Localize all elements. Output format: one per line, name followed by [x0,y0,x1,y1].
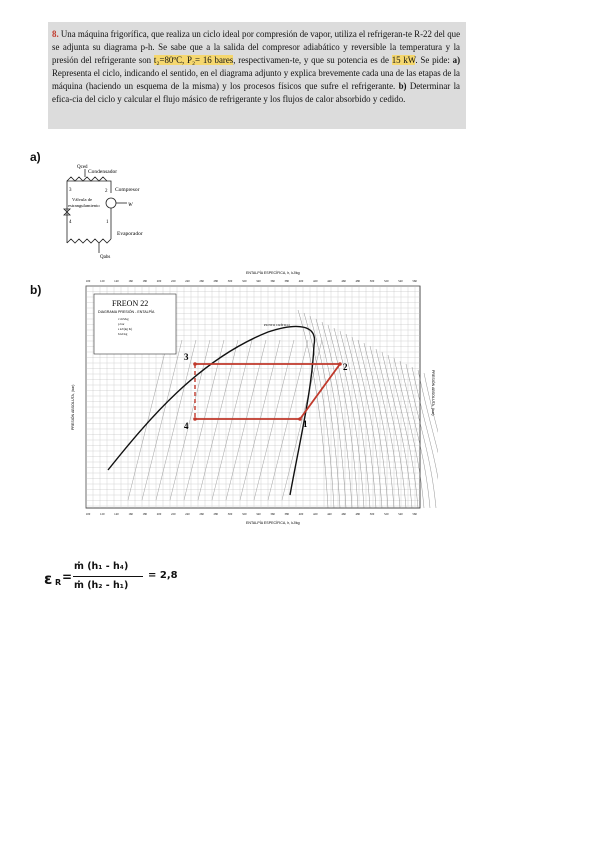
work-label: W [128,202,133,208]
cycle-point-1 [298,417,302,421]
point-1-label: 1 [106,220,109,225]
legend-item-4: h kJ/kg [118,332,128,336]
top-h-ticks [86,279,418,283]
h-tick-label: 500 [369,279,375,283]
h-tick-label: 260 [199,512,204,516]
h-tick-label: 440 [327,512,332,516]
h-tick-label: 380 [284,512,290,516]
problem-text-a: Una máquina frigorífica, que realiza un ciclo ideal por compresión de vapor, utiliza el refrigeran-te R-22 del que se adjunta su diagrama p-h. Se sabe que a la salida del compresor adiabático y reversible la temperatura y la presión del refrigerante son [52,29,461,66]
h-tick-label: 140 [114,279,119,283]
h-tick-label: 480 [355,512,361,516]
right-axis-title: PRESIÓN ABSOLUTA, (bar) [431,370,435,416]
problem-text-b: , respectivamen-te, y que su potencia es de [233,55,392,66]
h-tick-label: 280 [213,279,219,283]
problem-number: 8. [52,29,59,39]
efficiency-formula: ε R = ṁ (h₁ - h₄) ṁ (h₂ - h₁) = 2,8 [44,561,178,591]
h-tick-label: 380 [284,279,290,283]
highlight-conditions: t₂=80ºC, P₂= 16 bares [153,55,234,66]
h-tick-label: 460 [341,512,346,516]
bottom-axis-title: ENTALPÍA ESPECÍFICA, h, kJ/kg [246,521,300,525]
h-tick-label: 160 [128,512,133,516]
cycle-label-3: 3 [184,352,189,362]
cycle-label-2: 2 [343,362,348,372]
h-tick-label: 540 [398,279,403,283]
cycle-point-4 [193,417,197,421]
problem-text-c: . Se pide: [415,55,453,66]
formula-lhs-sub: R [55,578,62,587]
cycle-label-4: 4 [184,421,189,431]
problem-text-e: Determinar la efica-cia del ciclo y calcular el flujo másico de refrigerante y los flujos de calor absorbido y cedido. [52,81,460,105]
h-tick-label: 300 [227,279,233,283]
left-axis-title: PRESIÓN ABSOLUTA, (bar) [71,384,75,430]
h-tick-label: 140 [114,512,119,516]
h-tick-label: 240 [185,512,190,516]
h-tick-label: 160 [128,279,133,283]
cycle-point-2 [338,362,342,366]
h-tick-label: 500 [369,512,375,516]
fraction-bar [73,576,143,577]
h-tick-label: 100 [85,512,91,516]
h-tick-label: 360 [270,512,275,516]
highlight-power: 15 kW [391,55,416,66]
legend-item-1: v m3/kg [118,317,129,321]
bottom-h-ticks [86,512,418,516]
formula-lhs: ε [44,570,53,588]
estrangulamiento-label: estrangulamiento [68,203,100,208]
q-abs-label: Qabs [100,255,111,260]
h-tick-label: 220 [170,279,176,283]
h-tick-label: 240 [185,279,190,283]
problem-text-d: Representa el ciclo, indicando el sentido, en el diagrama adjunto y explica brevemente cada una de las etapas de la máquina (haciendo un esquema de la misma) y los procesos físicos que sufre el refrigerante. [52,68,460,92]
h-tick-label: 280 [213,512,219,516]
h-tick-label: 440 [327,279,332,283]
point-4-label: 4 [69,220,72,225]
formula-result: = 2,8 [148,570,178,581]
answer-b-label: b) [30,283,42,297]
q-ced-label: Qced [77,165,88,170]
cycle-point-3 [193,362,197,366]
refrigeration-cycle-schematic [55,163,165,263]
point-2-label: 2 [105,189,108,194]
h-tick-label: 400 [298,512,304,516]
legend-title: FREON 22 [112,299,149,308]
h-tick-label: 120 [99,512,105,516]
h-tick-label: 340 [256,512,261,516]
h-tick-label: 100 [85,279,91,283]
formula-numerator: ṁ (h₁ - h₄) [74,561,129,572]
valvula-label: Válvula de [72,197,93,202]
h-tick-label: 420 [312,279,318,283]
condensador-label: Condensador [88,169,118,175]
point-3-label: 3 [69,188,72,193]
h-tick-label: 200 [156,512,162,516]
part-a-label: a) [452,55,461,66]
h-tick-label: 540 [398,512,403,516]
pressure-enthalpy-diagram [68,270,438,528]
problem-statement [48,22,466,129]
h-tick-label: 180 [142,279,148,283]
h-tick-label: 260 [199,279,204,283]
h-tick-label: 220 [170,512,176,516]
h-tick-label: 560 [412,512,417,516]
cycle-label-1: 1 [303,419,308,429]
legend-subtitle: DIAGRAMA PRESIÓN - ENTALPÍA [98,310,155,314]
legend-item-3: s kJ/(kg K) [118,327,133,331]
h-tick-label: 460 [341,279,346,283]
h-tick-label: 520 [383,279,389,283]
critical-point-label: PUNTO CRÍTICO [264,323,290,327]
h-tick-label: 400 [298,279,304,283]
h-tick-label: 200 [156,279,162,283]
top-axis-title: ENTALPÍA ESPECÍFICA, h, kJ/kg [246,271,300,275]
h-tick-label: 480 [355,279,361,283]
h-tick-label: 320 [241,279,247,283]
answer-a-label: a) [30,150,41,164]
part-b-label: b) [398,81,407,92]
h-tick-label: 120 [99,279,105,283]
h-tick-label: 520 [383,512,389,516]
h-tick-label: 560 [412,279,417,283]
h-tick-label: 320 [241,512,247,516]
evaporador-label: Evaporador [117,231,143,237]
h-tick-label: 420 [312,512,318,516]
h-tick-label: 300 [227,512,233,516]
legend-item-2: p bar [118,322,125,326]
h-tick-label: 360 [270,279,275,283]
compresor-label: Compresor [115,187,140,193]
h-tick-label: 180 [142,512,148,516]
h-tick-label: 340 [256,279,261,283]
formula-denominator: ṁ (h₂ - h₁) [74,580,129,591]
